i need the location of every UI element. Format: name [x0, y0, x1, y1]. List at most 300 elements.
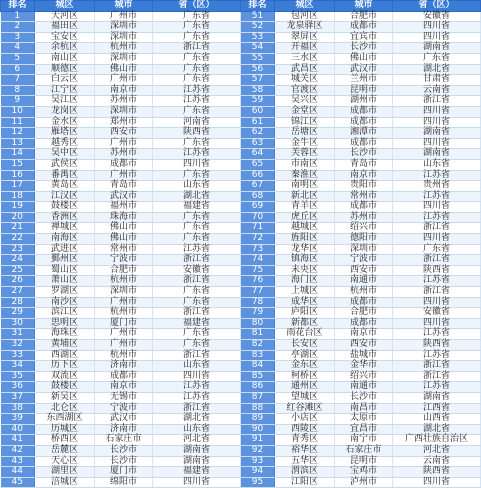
- rank-cell-left: 40: [1, 424, 35, 435]
- city-cell-left: 杭州市: [95, 308, 153, 319]
- district-cell-left: 白云区: [35, 75, 95, 86]
- province-cell-right: 四川省: [393, 297, 481, 308]
- rank-cell-right: 64: [241, 149, 275, 160]
- rank-cell-right: 94: [241, 467, 275, 478]
- rank-cell-left: 32: [1, 340, 35, 351]
- district-cell-left: 越秀区: [35, 138, 95, 149]
- district-cell-left: 天河区: [35, 11, 95, 22]
- rank-cell-left: 41: [1, 435, 35, 446]
- district-cell-left: 江宁区: [35, 85, 95, 96]
- table-row: [1, 170, 481, 181]
- city-cell-right: 长沙市: [335, 149, 393, 160]
- province-cell-right: 湖南省: [393, 392, 481, 403]
- district-cell-left: 黄岛区: [35, 181, 95, 192]
- city-cell-right: 佛山市: [335, 53, 393, 64]
- rank-cell-right: 77: [241, 287, 275, 298]
- city-cell-right: 绍兴市: [335, 223, 393, 234]
- city-cell-right: 成都市: [335, 106, 393, 117]
- rank-cell-left: 30: [1, 318, 35, 329]
- table-row: [1, 106, 481, 117]
- rank-cell-left: 9: [1, 96, 35, 107]
- city-cell-left: 武汉市: [95, 191, 153, 202]
- province-cell-left: 广东省: [153, 329, 241, 340]
- city-cell-left: 成都市: [95, 371, 153, 382]
- district-cell-left: 宝安区: [35, 32, 95, 43]
- rank-cell-right: 86: [241, 382, 275, 393]
- province-cell-left: 湖北省: [153, 414, 241, 425]
- district-cell-right: 长安区: [275, 340, 335, 351]
- district-cell-left: 历下区: [35, 361, 95, 372]
- rank-cell-left: 18: [1, 191, 35, 202]
- city-cell-left: 深圳市: [95, 32, 153, 43]
- district-cell-right: 小店区: [275, 414, 335, 425]
- province-cell-right: 浙江省: [393, 255, 481, 266]
- city-cell-right: 成都市: [335, 138, 393, 149]
- rank-cell-right: 52: [241, 22, 275, 33]
- city-cell-right: 成都市: [335, 318, 393, 329]
- rank-cell-left: 6: [1, 64, 35, 75]
- rank-cell-left: 10: [1, 106, 35, 117]
- district-cell-left: 南沙区: [35, 297, 95, 308]
- province-cell-right: 四川省: [393, 477, 481, 488]
- city-cell-right: 昆明市: [335, 456, 393, 467]
- table-row: [1, 445, 481, 456]
- rank-cell-left: 33: [1, 350, 35, 361]
- table-row: [1, 329, 481, 340]
- city-cell-left: 深圳市: [95, 22, 153, 33]
- province-cell-left: 江苏省: [153, 96, 241, 107]
- district-cell-left: 香洲区: [35, 212, 95, 223]
- table-row: [1, 414, 481, 425]
- city-cell-left: 广州市: [95, 75, 153, 86]
- province-cell-right: 四川省: [393, 138, 481, 149]
- table-row: [1, 477, 481, 488]
- city-cell-right: 兰州市: [335, 75, 393, 86]
- rank-cell-left: 34: [1, 361, 35, 372]
- district-cell-right: 渭滨区: [275, 467, 335, 478]
- rank-cell-left: 16: [1, 170, 35, 181]
- city-cell-right: 合肥市: [335, 11, 393, 22]
- rank-cell-left: 4: [1, 43, 35, 54]
- city-cell-right: 成都市: [335, 117, 393, 128]
- header-rank-left: 排名: [1, 1, 35, 12]
- rank-cell-left: 28: [1, 297, 35, 308]
- city-cell-left: 深圳市: [95, 53, 153, 64]
- city-cell-left: 宁波市: [95, 403, 153, 414]
- rank-cell-left: 3: [1, 32, 35, 43]
- province-cell-right: 江苏省: [393, 276, 481, 287]
- rank-cell-right: 65: [241, 159, 275, 170]
- city-cell-left: 石家庄市: [95, 435, 153, 446]
- rank-cell-right: 61: [241, 117, 275, 128]
- province-cell-left: 广东省: [153, 75, 241, 86]
- province-cell-left: 广东省: [153, 22, 241, 33]
- city-cell-left: 广州市: [95, 170, 153, 181]
- province-cell-right: 江苏省: [393, 191, 481, 202]
- province-cell-right: 陕西省: [393, 340, 481, 351]
- district-cell-left: 蜀山区: [35, 265, 95, 276]
- table-row: [1, 392, 481, 403]
- rank-cell-right: 90: [241, 424, 275, 435]
- header-city-right: 城市: [335, 1, 393, 12]
- city-cell-left: 深圳市: [95, 287, 153, 298]
- province-cell-right: 江苏省: [393, 170, 481, 181]
- province-cell-left: 四川省: [153, 159, 241, 170]
- district-cell-left: 福田区: [35, 22, 95, 33]
- header-rank-right: 排名: [241, 1, 275, 12]
- province-cell-left: 广东省: [153, 212, 241, 223]
- city-cell-left: 长沙市: [95, 445, 153, 456]
- rank-cell-left: 2: [1, 22, 35, 33]
- district-cell-right: 雨花台区: [275, 329, 335, 340]
- city-cell-left: 福州市: [95, 202, 153, 213]
- rank-cell-right: 87: [241, 392, 275, 403]
- city-cell-left: 厦门市: [95, 318, 153, 329]
- rank-cell-right: 67: [241, 181, 275, 192]
- district-cell-left: 东西湖区: [35, 414, 95, 425]
- district-cell-right: 镇海区: [275, 255, 335, 266]
- rank-cell-right: 62: [241, 128, 275, 139]
- city-cell-left: 常州市: [95, 244, 153, 255]
- table-row: [1, 255, 481, 266]
- province-cell-left: 广东省: [153, 170, 241, 181]
- city-cell-left: 广州市: [95, 329, 153, 340]
- district-cell-right: 望城区: [275, 392, 335, 403]
- district-cell-right: 龙华区: [275, 244, 335, 255]
- rank-cell-left: 1: [1, 11, 35, 22]
- city-cell-left: 深圳市: [95, 106, 153, 117]
- province-cell-left: 湖南省: [153, 445, 241, 456]
- table-row: [1, 234, 481, 245]
- district-cell-right: 海门区: [275, 276, 335, 287]
- province-cell-left: 山东省: [153, 181, 241, 192]
- district-cell-left: 江汉区: [35, 191, 95, 202]
- table-row: [1, 149, 481, 160]
- district-cell-left: 涪城区: [35, 477, 95, 488]
- city-cell-left: 成都市: [95, 159, 153, 170]
- rank-cell-right: 71: [241, 223, 275, 234]
- rank-cell-left: 35: [1, 371, 35, 382]
- district-cell-left: 桥西区: [35, 435, 95, 446]
- city-cell-left: 无锡市: [95, 392, 153, 403]
- province-cell-left: 江苏省: [153, 85, 241, 96]
- table-body: [1, 11, 481, 488]
- city-cell-right: 南京市: [335, 170, 393, 181]
- province-cell-right: 云南省: [393, 456, 481, 467]
- rank-cell-right: 58: [241, 85, 275, 96]
- city-cell-left: 济南市: [95, 361, 153, 372]
- district-cell-right: 西陵区: [275, 424, 335, 435]
- rank-cell-right: 53: [241, 32, 275, 43]
- province-cell-left: 陕西省: [153, 128, 241, 139]
- city-cell-right: 宜昌市: [335, 424, 393, 435]
- district-cell-left: 余杭区: [35, 43, 95, 54]
- province-cell-right: 四川省: [393, 106, 481, 117]
- province-cell-right: 湖南省: [393, 149, 481, 160]
- rank-cell-left: 36: [1, 382, 35, 393]
- district-cell-right: 青羊区: [275, 202, 335, 213]
- province-cell-right: 江西省: [393, 403, 481, 414]
- city-cell-right: 德阳市: [335, 234, 393, 245]
- district-cell-right: 锦江区: [275, 117, 335, 128]
- province-cell-right: 四川省: [393, 22, 481, 33]
- rank-cell-left: 43: [1, 456, 35, 467]
- rank-cell-right: 82: [241, 340, 275, 351]
- city-cell-right: 南通市: [335, 382, 393, 393]
- city-cell-left: 杭州市: [95, 350, 153, 361]
- city-cell-right: 南京市: [335, 329, 393, 340]
- district-cell-right: 三水区: [275, 53, 335, 64]
- province-cell-left: 广东省: [153, 11, 241, 22]
- city-cell-right: 成都市: [335, 22, 393, 33]
- table-row: [1, 223, 481, 234]
- province-cell-left: 湖北省: [153, 191, 241, 202]
- city-cell-right: 泸州市: [335, 477, 393, 488]
- district-cell-left: 武侯区: [35, 159, 95, 170]
- district-cell-left: 雁塔区: [35, 128, 95, 139]
- rank-cell-left: 5: [1, 53, 35, 64]
- city-cell-right: 盐城市: [335, 350, 393, 361]
- rank-cell-left: 31: [1, 329, 35, 340]
- province-cell-right: 江苏省: [393, 350, 481, 361]
- district-cell-left: 吴中区: [35, 149, 95, 160]
- province-cell-right: 江苏省: [393, 212, 481, 223]
- province-cell-right: 四川省: [393, 202, 481, 213]
- city-cell-left: 杭州市: [95, 43, 153, 54]
- rank-cell-left: 21: [1, 223, 35, 234]
- city-cell-left: 合肥市: [95, 265, 153, 276]
- rank-cell-right: 63: [241, 138, 275, 149]
- rank-cell-right: 84: [241, 361, 275, 372]
- province-cell-right: 江苏省: [393, 329, 481, 340]
- province-cell-left: 河北省: [153, 435, 241, 446]
- district-cell-left: 滨江区: [35, 308, 95, 319]
- city-cell-left: 广州市: [95, 138, 153, 149]
- district-cell-left: 南海区: [35, 234, 95, 245]
- province-cell-right: 云南省: [393, 85, 481, 96]
- district-cell-left: 罗湖区: [35, 287, 95, 298]
- province-cell-left: 四川省: [153, 371, 241, 382]
- city-cell-left: 苏州市: [95, 96, 153, 107]
- city-cell-left: 苏州市: [95, 149, 153, 160]
- table-row: [1, 467, 481, 478]
- province-cell-right: 湖南省: [393, 128, 481, 139]
- rank-cell-right: 60: [241, 106, 275, 117]
- table-row: [1, 287, 481, 298]
- province-cell-left: 广东省: [153, 340, 241, 351]
- rank-cell-right: 88: [241, 403, 275, 414]
- table-row: [1, 43, 481, 54]
- rank-cell-right: 92: [241, 445, 275, 456]
- district-cell-right: 虎丘区: [275, 212, 335, 223]
- header-city-left: 城市: [95, 1, 153, 12]
- province-cell-right: 四川省: [393, 234, 481, 245]
- rank-cell-left: 12: [1, 128, 35, 139]
- province-cell-left: 广东省: [153, 138, 241, 149]
- province-cell-right: 陕西省: [393, 265, 481, 276]
- district-cell-left: 顺德区: [35, 64, 95, 75]
- district-cell-left: 西湖区: [35, 350, 95, 361]
- province-cell-right: 陕西省: [393, 467, 481, 478]
- city-cell-left: 宁波市: [95, 255, 153, 266]
- rank-cell-left: 19: [1, 202, 35, 213]
- rank-cell-right: 81: [241, 329, 275, 340]
- rank-cell-right: 69: [241, 202, 275, 213]
- rank-cell-right: 73: [241, 244, 275, 255]
- province-cell-left: 广东省: [153, 53, 241, 64]
- city-cell-left: 厦门市: [95, 467, 153, 478]
- district-cell-right: 金牛区: [275, 138, 335, 149]
- rank-cell-right: 95: [241, 477, 275, 488]
- province-cell-left: 广东省: [153, 223, 241, 234]
- rank-cell-right: 51: [241, 11, 275, 22]
- rank-cell-left: 26: [1, 276, 35, 287]
- province-cell-right: 广东省: [393, 244, 481, 255]
- province-cell-left: 四川省: [153, 477, 241, 488]
- district-cell-right: 青秀区: [275, 435, 335, 446]
- city-cell-right: 常州市: [335, 191, 393, 202]
- city-cell-left: 武汉市: [95, 414, 153, 425]
- district-cell-left: 南山区: [35, 53, 95, 64]
- city-cell-right: 成都市: [335, 202, 393, 213]
- table-row: [1, 96, 481, 107]
- rank-cell-left: 42: [1, 445, 35, 456]
- district-cell-left: 禅城区: [35, 223, 95, 234]
- district-cell-right: 开福区: [275, 43, 335, 54]
- rank-cell-right: 57: [241, 75, 275, 86]
- rank-cell-right: 66: [241, 170, 275, 181]
- city-cell-left: 南京市: [95, 85, 153, 96]
- rank-cell-left: 22: [1, 234, 35, 245]
- table-row: [1, 361, 481, 372]
- rank-cell-left: 29: [1, 308, 35, 319]
- province-cell-right: 广东省: [393, 53, 481, 64]
- rank-cell-right: 68: [241, 191, 275, 202]
- district-cell-right: 通州区: [275, 382, 335, 393]
- city-cell-left: 佛山市: [95, 64, 153, 75]
- district-cell-right: 金东区: [275, 361, 335, 372]
- province-cell-right: 安徽省: [393, 308, 481, 319]
- province-cell-left: 广东省: [153, 64, 241, 75]
- table-row: [1, 435, 481, 446]
- district-cell-left: 天心区: [35, 456, 95, 467]
- district-cell-left: 北仑区: [35, 403, 95, 414]
- province-cell-right: 四川省: [393, 318, 481, 329]
- district-cell-right: 金堂区: [275, 106, 335, 117]
- header-province-left: 省（区）: [153, 1, 241, 12]
- city-cell-left: 南京市: [95, 382, 153, 393]
- rank-cell-right: 89: [241, 414, 275, 425]
- city-cell-right: 武汉市: [335, 64, 393, 75]
- city-cell-left: 济南市: [95, 424, 153, 435]
- rank-cell-left: 25: [1, 265, 35, 276]
- city-cell-right: 宜宾市: [335, 32, 393, 43]
- district-cell-right: 旌阳区: [275, 234, 335, 245]
- rank-cell-left: 37: [1, 392, 35, 403]
- city-cell-right: 西安市: [335, 340, 393, 351]
- city-cell-right: 杭州市: [335, 287, 393, 298]
- city-cell-left: 长沙市: [95, 456, 153, 467]
- district-cell-right: 未央区: [275, 265, 335, 276]
- province-cell-left: 山东省: [153, 424, 241, 435]
- district-cell-right: 龙泉驿区: [275, 22, 335, 33]
- district-cell-right: 越城区: [275, 223, 335, 234]
- city-cell-right: 长沙市: [335, 392, 393, 403]
- city-cell-right: 贵阳市: [335, 181, 393, 192]
- district-cell-right: 亭湖区: [275, 350, 335, 361]
- district-cell-left: 金水区: [35, 117, 95, 128]
- province-cell-left: 浙江省: [153, 403, 241, 414]
- province-cell-left: 广东省: [153, 287, 241, 298]
- table-row: [1, 159, 481, 170]
- province-cell-right: 山东省: [393, 159, 481, 170]
- city-cell-right: 石家庄市: [335, 445, 393, 456]
- district-cell-right: 包河区: [275, 11, 335, 22]
- district-cell-left: 黄埔区: [35, 340, 95, 351]
- table-row: [1, 276, 481, 287]
- table-row: [1, 128, 481, 139]
- province-cell-left: 浙江省: [153, 43, 241, 54]
- city-cell-right: 长沙市: [335, 43, 393, 54]
- province-cell-left: 山东省: [153, 361, 241, 372]
- city-cell-left: 杭州市: [95, 276, 153, 287]
- province-cell-left: 浙江省: [153, 276, 241, 287]
- province-cell-left: 福建省: [153, 467, 241, 478]
- province-cell-right: 甘肃省: [393, 75, 481, 86]
- district-cell-left: 湖里区: [35, 467, 95, 478]
- rank-cell-right: 85: [241, 371, 275, 382]
- district-cell-left: 龙岗区: [35, 106, 95, 117]
- rank-cell-left: 44: [1, 467, 35, 478]
- city-cell-left: 青岛市: [95, 181, 153, 192]
- table-row: [1, 202, 481, 213]
- district-cell-right: 芙蓉区: [275, 149, 335, 160]
- rank-cell-right: 80: [241, 318, 275, 329]
- rank-cell-left: 27: [1, 287, 35, 298]
- city-cell-right: 苏州市: [335, 212, 393, 223]
- province-cell-right: 贵州省: [393, 181, 481, 192]
- rank-cell-left: 45: [1, 477, 35, 488]
- district-cell-left: 鼓楼区: [35, 382, 95, 393]
- district-cell-right: 五华区: [275, 456, 335, 467]
- province-cell-left: 福建省: [153, 318, 241, 329]
- city-cell-left: 广州市: [95, 11, 153, 22]
- province-cell-left: 江苏省: [153, 382, 241, 393]
- district-cell-right: 裕华区: [275, 445, 335, 456]
- district-cell-left: 鄞州区: [35, 255, 95, 266]
- district-cell-right: 红谷滩区: [275, 403, 335, 414]
- header-district-right: 城区: [275, 1, 335, 12]
- province-cell-left: 广东省: [153, 106, 241, 117]
- province-cell-left: 湖南省: [153, 456, 241, 467]
- rank-cell-left: 8: [1, 85, 35, 96]
- district-cell-left: 历城区: [35, 424, 95, 435]
- table-row: [1, 340, 481, 351]
- rank-cell-left: 7: [1, 75, 35, 86]
- city-cell-left: 郑州市: [95, 117, 153, 128]
- province-cell-right: 湖北省: [393, 64, 481, 75]
- rank-cell-right: 55: [241, 53, 275, 64]
- district-cell-right: 新都区: [275, 318, 335, 329]
- rank-cell-left: 14: [1, 149, 35, 160]
- city-cell-right: 成都市: [335, 297, 393, 308]
- province-cell-right: 山西省: [393, 414, 481, 425]
- province-cell-right: 湖北省: [393, 424, 481, 435]
- city-cell-right: 金华市: [335, 361, 393, 372]
- city-cell-right: 湖州市: [335, 96, 393, 107]
- district-cell-right: 官渡区: [275, 85, 335, 96]
- city-cell-left: 广州市: [95, 297, 153, 308]
